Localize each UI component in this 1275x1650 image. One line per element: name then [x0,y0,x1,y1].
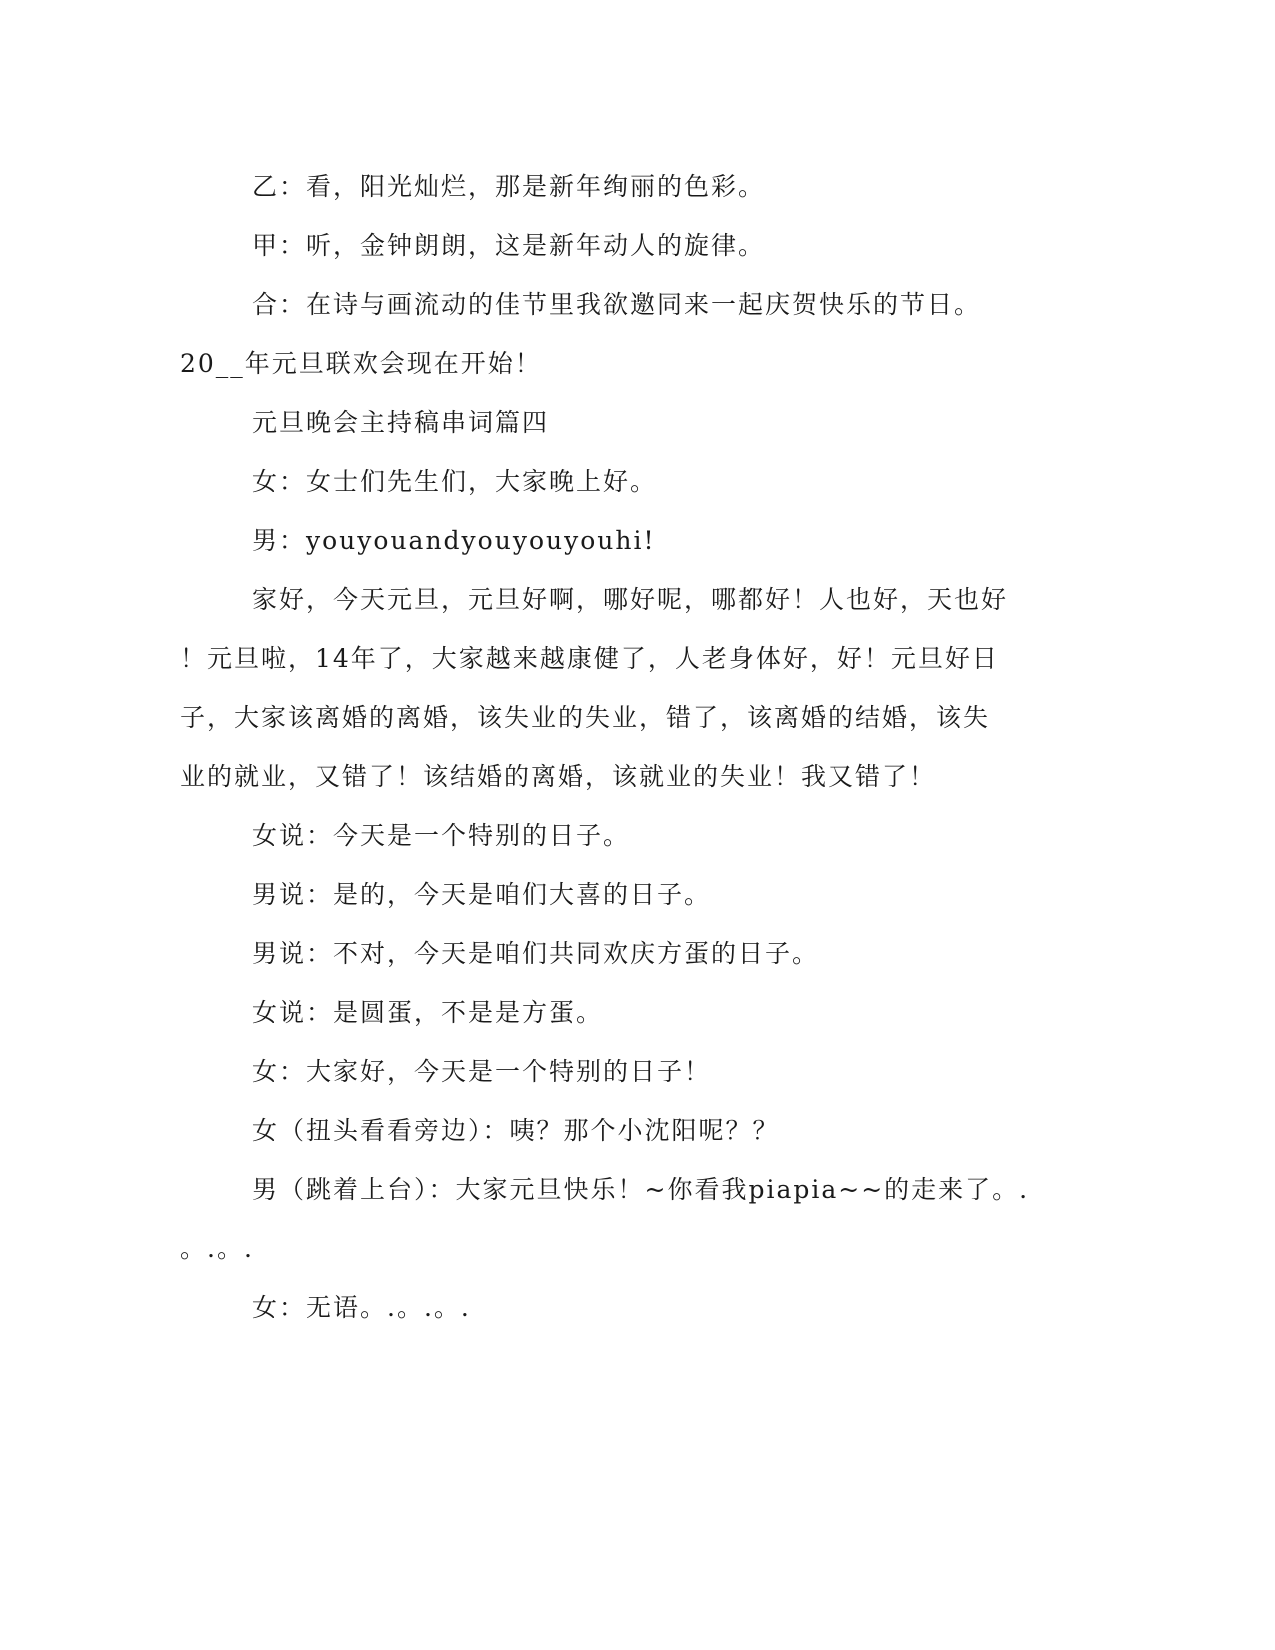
script-line: 女说：今天是一个特别的日子。 [252,821,631,850]
script-line-continuation: 20__年元旦联欢会现在开始！ [180,349,542,378]
script-line: 乙：看，阳光灿烂，那是新年绚丽的色彩。 [252,172,766,201]
paragraph-line: 家好，今天元旦，元旦好啊，哪好呢，哪都好！人也好，天也好 [252,585,1009,614]
script-line: 男说：是的，今天是咱们大喜的日子。 [252,880,712,909]
document-body [180,157,1060,1337]
script-line: 女：女士们先生们，大家晚上好。 [252,467,658,496]
script-line: 女说：是圆蛋，不是是方蛋。 [252,998,604,1027]
script-line: 女（扭头看看旁边）：咦？那个小沈阳呢？？ [252,1116,780,1145]
paragraph-line: 子，大家该离婚的离婚，该失业的失业，错了，该离婚的结婚，该失 [180,703,991,732]
script-line: 合：在诗与画流动的佳节里我欲邀同来一起庆贺快乐的节日。 [252,290,982,319]
paragraph-line: 业的就业，又错了！该结婚的离婚，该就业的失业！我又错了！ [180,762,937,791]
script-line: 男：youyouandyouyouyouhi! [252,526,656,555]
script-line: 甲：听，金钟朗朗，这是新年动人的旋律。 [252,231,766,260]
paragraph-line: ！元旦啦，14年了，大家越来越康健了，人老身体好，好！元旦好日 [180,644,999,673]
script-line-continuation: 。.。. [180,1234,254,1263]
script-line: 男（跳着上台）：大家元旦快乐！~你看我piapia~~的走来了。. [252,1175,1030,1204]
script-line: 女：大家好，今天是一个特别的日子！ [252,1057,712,1086]
section-heading: 元旦晚会主持稿串词篇四 [252,408,550,437]
script-line: 女：无语。.。.。. [252,1293,471,1322]
script-line: 男说：不对，今天是咱们共同欢庆方蛋的日子。 [252,939,820,968]
